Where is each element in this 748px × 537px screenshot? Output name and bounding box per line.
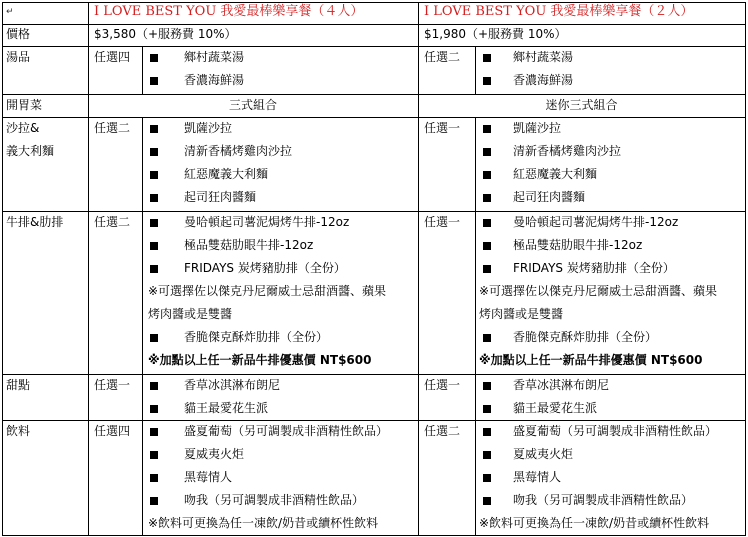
list-item: 黑莓情人 [184, 470, 233, 484]
list-item: 夏威夷火炬 [513, 447, 574, 461]
list-item: 黑莓情人 [513, 470, 562, 484]
price-value-2: $1,980（+服務費 10%） [424, 27, 567, 41]
steak-sauce-note-line2: 烤肉醬或是雙醬 [479, 307, 564, 321]
bullet-icon [150, 451, 158, 459]
list-item: 凱薩沙拉 [513, 121, 562, 135]
soup-label: 湯品 [6, 50, 31, 64]
list-item: 吻我（另可調製成非酒精性飲品） [513, 493, 694, 507]
salad-label-line1: 沙拉& [6, 121, 40, 135]
list-item: 貓王最愛花生派 [184, 401, 269, 415]
bullet-icon [150, 77, 158, 85]
bullet-icon [150, 219, 158, 227]
bullet-icon [483, 474, 491, 482]
bullet-icon [150, 125, 158, 133]
bullet-icon [483, 171, 491, 179]
salad-choose-2: 任選一 [424, 121, 461, 135]
list-item: 起司狂肉醬麵 [184, 190, 257, 204]
list-item: 鄉村蔬菜湯 [513, 50, 574, 64]
table-border-left [2, 2, 3, 535]
bullet-icon [483, 219, 491, 227]
row-divider [2, 117, 746, 118]
list-item: 曼哈頓起司薯泥焗烤牛排-12oz [513, 215, 679, 229]
steak-label: 牛排&肋排 [6, 215, 64, 229]
bullet-icon [150, 497, 158, 505]
drinks-note: ※飲料可更換為任一凍飲/奶昔或續杯性飲料 [479, 516, 710, 530]
steak-promo-note: ※加點以上任一新品牛排優惠價 NT$600 [479, 353, 703, 367]
drinks-note: ※飲料可更換為任一凍飲/奶昔或續杯性飲料 [148, 516, 379, 530]
table-border-right [745, 2, 746, 535]
bullet-icon [483, 77, 491, 85]
list-item: 紅惡魔義大利麵 [184, 167, 269, 181]
row-divider [2, 420, 746, 421]
choose-col-divider [475, 46, 476, 94]
steak-choose-4: 任選二 [94, 215, 131, 229]
list-item: 紅惡魔義大利麵 [513, 167, 598, 181]
bullet-icon [150, 194, 158, 202]
bullet-icon [483, 242, 491, 250]
appetizer-value-4: 三式組合 [228, 98, 277, 112]
soup-choose-2: 任選二 [424, 50, 461, 64]
bullet-icon [150, 242, 158, 250]
list-item: 香脆傑克酥炸肋排（全份） [184, 330, 329, 344]
list-item: 香濃海鮮湯 [184, 73, 245, 87]
bullet-icon [150, 382, 158, 390]
header-title-2-person: I LOVE BEST YOU 我愛最棒樂享餐（２人） [424, 4, 694, 19]
bullet-icon [483, 54, 491, 62]
drinks-choose-4: 任選四 [94, 424, 131, 438]
bullet-icon [483, 125, 491, 133]
list-item: 夏威夷火炬 [184, 447, 245, 461]
choose-col-divider [475, 117, 476, 535]
choose-col-divider [142, 46, 143, 94]
bullet-icon [483, 405, 491, 413]
bullet-icon [150, 171, 158, 179]
steak-promo-note: ※加點以上任一新品牛排優惠價 NT$600 [148, 353, 372, 367]
list-item: 曼哈頓起司薯泥焗烤牛排-12oz [184, 215, 350, 229]
row-divider [2, 24, 746, 25]
bullet-icon [483, 148, 491, 156]
dessert-label: 甜點 [6, 378, 31, 392]
list-item: 貓王最愛花生派 [513, 401, 598, 415]
bullet-icon [483, 451, 491, 459]
list-item: 香濃海鮮湯 [513, 73, 574, 87]
header-title-4-person: I LOVE BEST YOU 我愛最棒樂享餐（４人） [94, 4, 364, 19]
list-item: 香草冰淇淋布朗尼 [513, 378, 610, 392]
appetizer-value-2: 迷你三式組合 [545, 98, 618, 112]
price-value-4: $3,580（+服務費 10%） [94, 27, 237, 41]
appetizer-label: 開胃菜 [6, 98, 43, 112]
dessert-choose-4: 任選一 [94, 378, 131, 392]
drinks-label: 飲料 [6, 424, 31, 438]
list-item: 起司狂肉醬麵 [513, 190, 586, 204]
list-item: 鄉村蔬菜湯 [184, 50, 245, 64]
bullet-icon [150, 405, 158, 413]
bullet-icon [483, 428, 491, 436]
steak-sauce-note-line1: ※可選擇佐以傑克丹尼爾威士忌甜酒醬、蘋果 [148, 284, 387, 298]
dessert-choose-2: 任選一 [424, 378, 461, 392]
steak-sauce-note-line1: ※可選擇佐以傑克丹尼爾威士忌甜酒醬、蘋果 [479, 284, 718, 298]
list-item: 清新香橘烤雞肉沙拉 [513, 144, 622, 158]
bullet-icon [483, 334, 491, 342]
col-divider [88, 2, 89, 535]
bullet-icon [150, 474, 158, 482]
list-item: 盛夏葡萄（另可調製成非酒精性飲品） [184, 424, 389, 438]
bullet-icon [150, 334, 158, 342]
list-item: 凱薩沙拉 [184, 121, 233, 135]
list-item: FRIDAYS 炭烤豬肋排（全份） [184, 261, 346, 275]
list-item: 極品雙菇肋眼牛排-12oz [184, 238, 314, 252]
return-mark: ↵ [6, 7, 14, 17]
list-item: 極品雙菇肋眼牛排-12oz [513, 238, 643, 252]
soup-choose-4: 任選四 [94, 50, 131, 64]
steak-choose-2: 任選一 [424, 215, 461, 229]
col-divider [418, 2, 419, 535]
bullet-icon [483, 265, 491, 273]
bullet-icon [483, 194, 491, 202]
salad-choose-4: 任選二 [94, 121, 131, 135]
table-border-bottom [2, 535, 746, 536]
list-item: 盛夏葡萄（另可調製成非酒精性飲品） [513, 424, 718, 438]
row-divider [2, 211, 746, 212]
list-item: 吻我（另可調製成非酒精性飲品） [184, 493, 365, 507]
bullet-icon [150, 54, 158, 62]
row-divider [2, 94, 746, 95]
list-item: FRIDAYS 炭烤豬肋排（全份） [513, 261, 675, 275]
list-item: 香草冰淇淋布朗尼 [184, 378, 281, 392]
bullet-icon [150, 265, 158, 273]
bullet-icon [150, 428, 158, 436]
choose-col-divider [142, 117, 143, 535]
bullet-icon [150, 148, 158, 156]
bullet-icon [483, 497, 491, 505]
row-divider [2, 46, 746, 47]
bullet-icon [483, 382, 491, 390]
drinks-choose-2: 任選二 [424, 424, 461, 438]
salad-label-line2: 義大利麵 [6, 144, 55, 158]
price-label: 價格 [6, 27, 31, 41]
row-divider [2, 374, 746, 375]
steak-sauce-note-line2: 烤肉醬或是雙醬 [148, 307, 233, 321]
list-item: 香脆傑克酥炸肋排（全份） [513, 330, 658, 344]
list-item: 清新香橘烤雞肉沙拉 [184, 144, 293, 158]
